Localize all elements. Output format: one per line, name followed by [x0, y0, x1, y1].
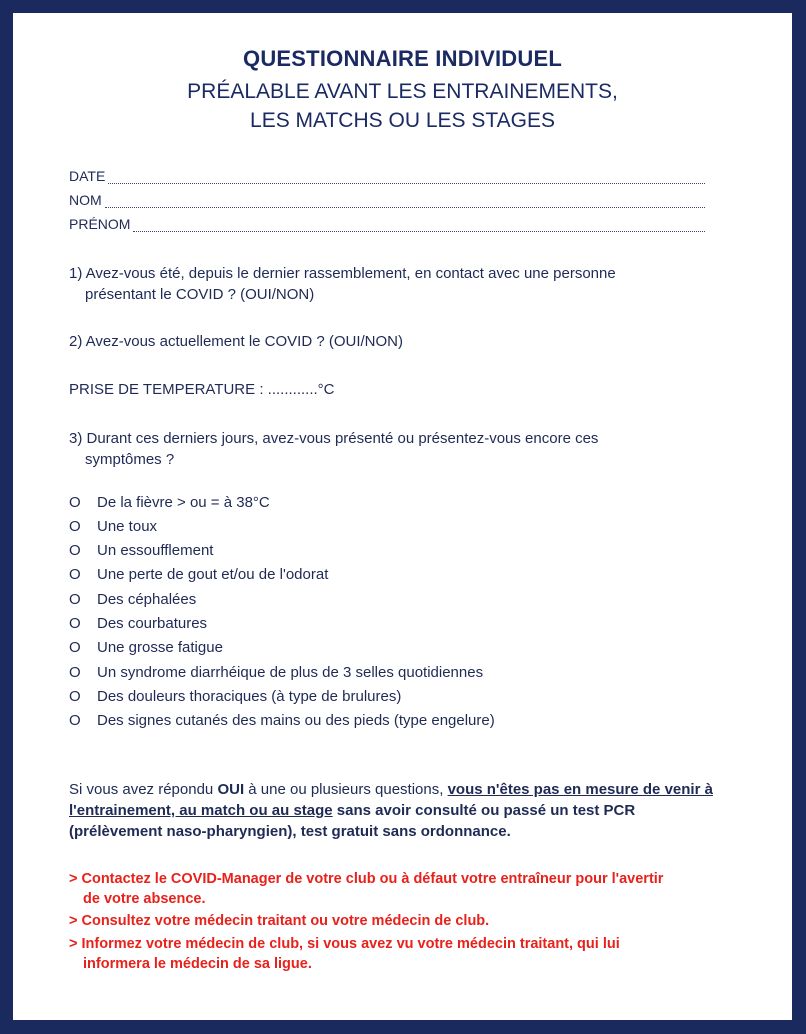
symptom-item[interactable] — [69, 712, 495, 729]
symptom-checkbox[interactable]: O — [69, 712, 81, 729]
symptom-checkbox[interactable]: O — [69, 591, 81, 608]
symptom-label: Des douleurs thoraciques (à type de brulures) — [97, 688, 402, 705]
symptom-item[interactable] — [69, 688, 401, 705]
subtitle-line-1: PRÉALABLE AVANT LES ENTRAINEMENTS, — [187, 80, 618, 103]
symptom-label: Une toux — [97, 518, 158, 535]
symptom-item[interactable] — [69, 494, 270, 511]
action-inform-doctor — [69, 934, 749, 974]
symptom-label: Des courbatures — [97, 615, 208, 632]
symptom-item[interactable] — [69, 542, 213, 559]
notice-text-1: Si vous avez répondu — [69, 781, 218, 798]
question-1-line-1: 1) Avez-vous été, depuis le dernier rassemblement, en contact avec une personne — [69, 265, 616, 282]
symptom-label: Un essoufflement — [97, 542, 214, 559]
symptom-checkbox[interactable]: O — [69, 518, 81, 535]
symptom-item[interactable] — [69, 664, 483, 681]
action-1-line-1: > Contactez le COVID-Manager de votre club ou à défaut votre entraîneur pour l'avertir — [69, 871, 664, 887]
symptom-checkbox[interactable]: O — [69, 494, 81, 511]
action-contact-manager — [69, 869, 749, 909]
symptom-item[interactable] — [69, 591, 196, 608]
date-dotted-line — [108, 171, 705, 184]
action-3-line-1: > Informez votre médecin de club, si vous avez vu votre médecin traitant, qui lui — [69, 936, 620, 952]
prenom-field[interactable] — [69, 216, 705, 232]
nom-label: NOM — [69, 192, 102, 208]
question-3-line-2: symptômes ? — [85, 451, 175, 468]
symptom-label: Une perte de gout et/ou de l'odorat — [97, 566, 329, 583]
date-label: DATE — [69, 168, 106, 184]
symptom-label: De la fièvre > ou = à 38°C — [97, 494, 270, 511]
notice-underlined: vous n'êtes pas en mesure de venir à l'entrainement, au match ou au stage — [69, 781, 713, 819]
action-1-line-2: de votre absence. — [83, 891, 206, 907]
nom-dotted-line — [105, 195, 705, 208]
action-consult-doctor: > Consultez votre médecin traitant ou votre médecin de club. — [69, 913, 490, 929]
temperature-field[interactable]: PRISE DE TEMPERATURE : ............°C — [69, 381, 335, 398]
symptom-checkbox[interactable]: O — [69, 639, 81, 656]
date-field[interactable] — [69, 168, 705, 184]
subtitle-line-2: LES MATCHS OU LES STAGES — [250, 109, 555, 132]
question-1-line-2: présentant le COVID ? (OUI/NON) — [85, 286, 315, 303]
symptom-label: Des céphalées — [97, 591, 197, 608]
notice-paragraph — [69, 779, 729, 842]
symptom-label: Une grosse fatigue — [97, 639, 223, 656]
action-3-line-2: informera le médecin de sa ligue. — [83, 956, 312, 972]
question-2: 2) Avez-vous actuellement le COVID ? (OUI/NON) — [69, 333, 403, 350]
questionnaire-page — [13, 13, 792, 1020]
notice-text-2: à une ou plusieurs questions, — [244, 781, 448, 798]
symptom-label: Des signes cutanés des mains ou des pieds (type engelure) — [97, 712, 495, 729]
symptom-checkbox[interactable]: O — [69, 664, 81, 681]
symptom-checkbox[interactable]: O — [69, 566, 81, 583]
question-1 — [69, 263, 616, 305]
prenom-dotted-line — [133, 219, 705, 232]
symptom-item[interactable] — [69, 639, 223, 656]
symptom-checkbox[interactable]: O — [69, 542, 81, 559]
symptom-item[interactable] — [69, 518, 157, 535]
prenom-label: PRÉNOM — [69, 216, 131, 232]
notice-oui: OUI — [217, 781, 245, 798]
question-3-line-1: 3) Durant ces derniers jours, avez-vous présenté ou présentez-vous encore ces — [69, 430, 599, 447]
symptom-label: Un syndrome diarrhéique de plus de 3 selles quotidiennes — [97, 664, 484, 681]
notice-text-3: sans avoir consulté ou passé un test PCR (prélèvement naso-pharyngien), test gratuit sans ordonnance. — [69, 802, 636, 840]
symptom-item[interactable] — [69, 615, 207, 632]
symptom-checkbox[interactable]: O — [69, 688, 81, 705]
symptom-checkbox[interactable]: O — [69, 615, 81, 632]
page-title: QUESTIONNAIRE INDIVIDUEL — [243, 46, 562, 71]
symptom-item[interactable] — [69, 566, 328, 583]
nom-field[interactable] — [69, 192, 705, 208]
question-3 — [69, 428, 598, 470]
